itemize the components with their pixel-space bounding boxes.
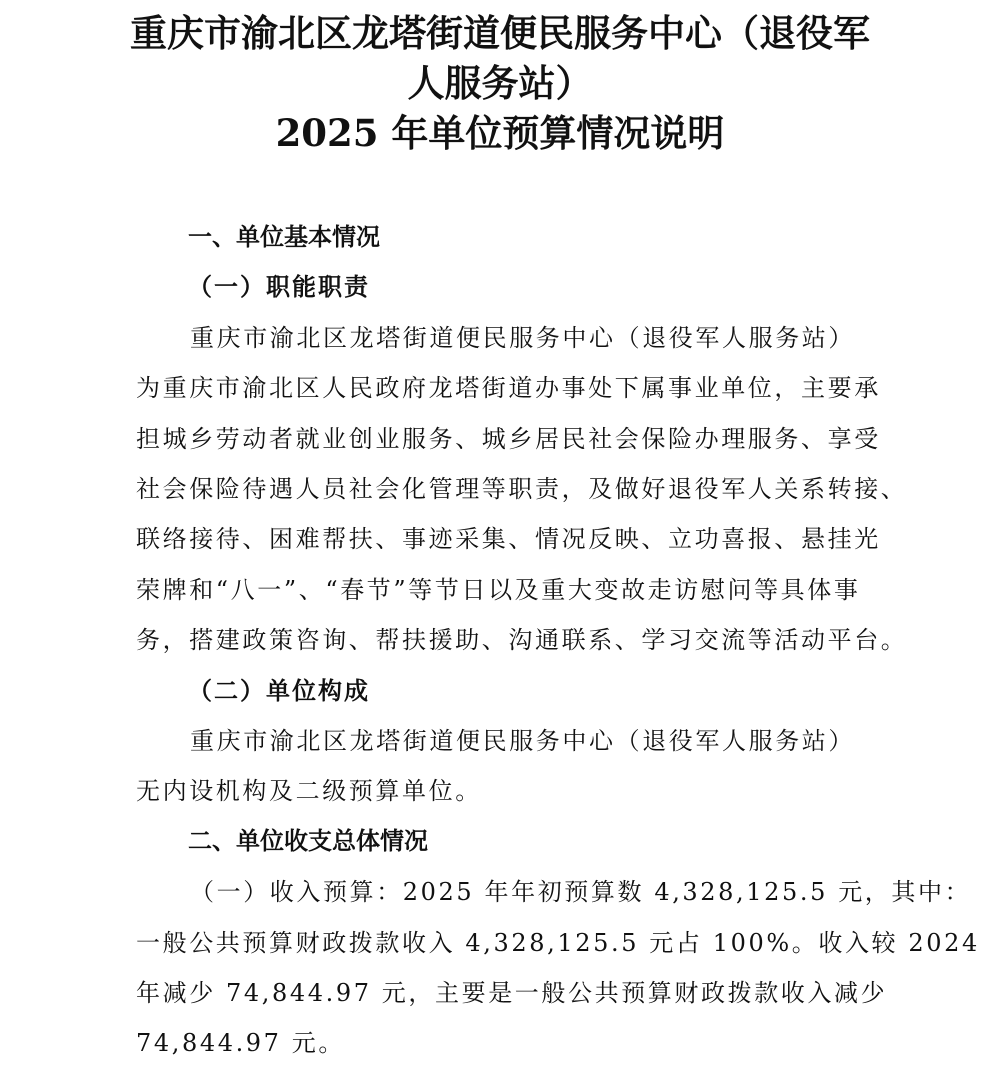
paragraph-line: 荣牌和“八一”、“春节”等节日以及重大变故走访慰问等具体事 xyxy=(136,576,861,604)
paragraph-line: 联络接待、困难帮扶、事迹采集、情况反映、立功喜报、悬挂光 xyxy=(136,525,881,553)
paragraph-line: 担城乡劳动者就业创业服务、城乡居民社会保险办理服务、享受 xyxy=(136,425,881,453)
paragraph-line: （一）收入预算：2025 年年初预算数 4,328,125.5 元，其中： xyxy=(190,878,972,906)
section-1-sub-2-heading: （二）单位构成 xyxy=(188,676,370,705)
paragraph-line: 年减少 74,844.97 元，主要是一般公共预算财政拨款收入减少 xyxy=(136,979,888,1007)
paragraph-line: 务，搭建政策咨询、帮扶援助、沟通联系、学习交流等活动平台。 xyxy=(136,626,908,654)
document-title-line-2: 人服务站） xyxy=(407,61,593,105)
document-title-line-3: 2025 年单位预算情况说明 xyxy=(275,111,725,155)
document-title-line-1: 重庆市渝北区龙塔街道便民服务中心（退役军 xyxy=(130,11,870,55)
paragraph-line: 74,844.97 元。 xyxy=(136,1029,345,1057)
paragraph-line: 重庆市渝北区龙塔街道便民服务中心（退役军人服务站） xyxy=(190,324,855,352)
paragraph-line: 一般公共预算财政拨款收入 4,328,125.5 元占 100%。收入较 2024 xyxy=(136,929,980,957)
paragraph-line: 社会保险待遇人员社会化管理等职责，及做好退役军人关系转接、 xyxy=(136,475,908,503)
paragraph-line: 为重庆市渝北区人民政府龙塔街道办事处下属事业单位，主要承 xyxy=(136,374,881,402)
section-1-sub-1-heading: （一）职能职责 xyxy=(188,272,370,301)
section-1-heading: 一、单位基本情况 xyxy=(188,223,380,251)
paragraph-line: 重庆市渝北区龙塔街道便民服务中心（退役军人服务站） xyxy=(190,727,855,755)
paragraph-line: 无内设机构及二级预算单位。 xyxy=(136,777,482,805)
section-2-heading: 二、单位收支总体情况 xyxy=(188,827,428,855)
